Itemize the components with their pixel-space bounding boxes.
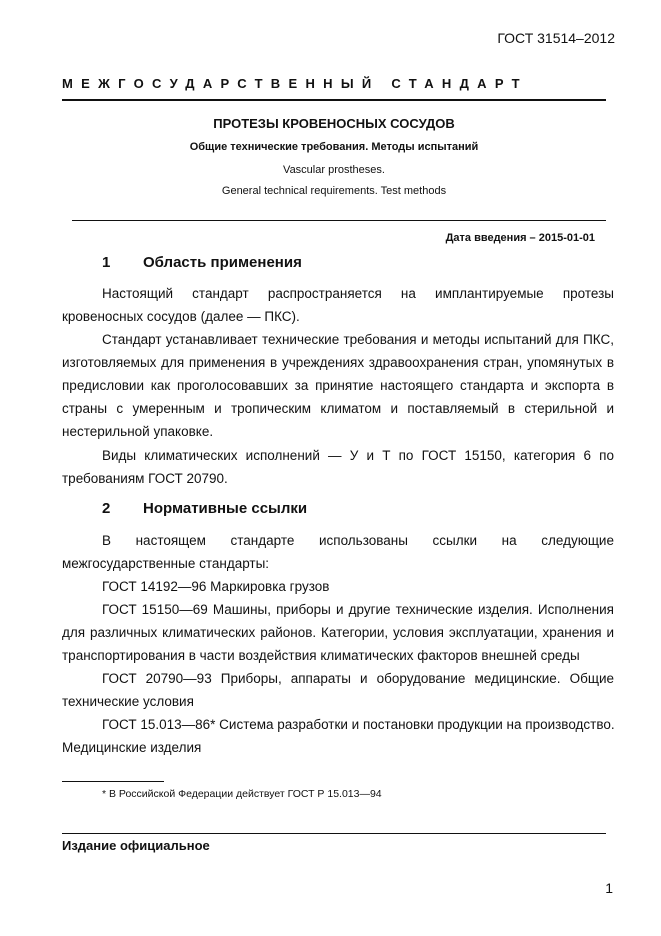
banner-rule [62, 99, 606, 101]
section-1-number: 1 [102, 254, 111, 271]
paragraph-line: В настоящем стандарте использованы ссылки на следующие [102, 533, 614, 548]
document-title: ПРОТЕЗЫ КРОВЕНОСНЫХ СОСУДОВ [213, 116, 455, 131]
document-subtitle: Общие технические требования. Методы испытаний [189, 141, 479, 153]
reference-line: транспортирования в части воздействия климатических факторов внешней среды [62, 648, 580, 663]
title-rule [72, 220, 606, 221]
paragraph-line: кровеносных сосудов (далее — ПКС). [62, 309, 300, 324]
section-2-title: Нормативные ссылки [143, 500, 308, 517]
reference-line: ГОСТ 15150—69 Машины, приборы и другие технические изделия. Исполнения [102, 602, 614, 617]
footnote-rule [62, 781, 164, 782]
paragraph-line: предисловии как проголосовавших за принятие настоящего стандарта и экспорта в [62, 378, 614, 393]
reference-line: Медицинские изделия [62, 740, 202, 755]
paragraph-line: межгосударственные стандарты: [62, 556, 270, 571]
paragraph-line: Виды климатических исполнений — У и Т по ГОСТ 15150, категория 6 по [102, 448, 614, 463]
footnote: * В Российской Федерации действует ГОСТ Р 15.013—94 [102, 788, 382, 800]
paragraph-line: страны с умеренным и тропическим климатом и поставляемый в стерильной и [62, 401, 614, 416]
reference-line: ГОСТ 15.013—86* Система разработки и постановки продукции на производство. [102, 717, 615, 732]
english-title: Vascular prostheses. [283, 164, 385, 176]
official-edition-label: Издание официальное [62, 838, 210, 853]
paragraph-line: нестерильной упаковке. [62, 424, 214, 439]
reference-line: для различных климатических районов. Категории, условия эксплуатации, хранения и [62, 625, 614, 640]
section-1-title: Область применения [143, 254, 302, 271]
paragraph-line: требованиям ГОСТ 20790. [62, 471, 228, 486]
reference-line: ГОСТ 20790—93 Приборы, аппараты и оборудование медицинские. Общие [102, 671, 614, 686]
paragraph-line: Настоящий стандарт распространяется на имплантируемые протезы [102, 286, 614, 301]
intro-date: Дата введения – 2015-01-01 [445, 232, 595, 244]
english-subtitle: General technical requirements. Test methods [221, 185, 447, 197]
standard-banner: МЕЖГОСУДАРСТВЕННЫЙ СТАНДАРТ [62, 76, 528, 91]
footer-rule [62, 833, 606, 834]
document-code: ГОСТ 31514–2012 [497, 30, 615, 46]
reference-line: технические условия [62, 694, 194, 709]
page-number: 1 [605, 880, 613, 896]
section-2-number: 2 [102, 500, 111, 517]
paragraph-line: Стандарт устанавливает технические требования и методы испытаний для ПКС, [102, 332, 614, 347]
paragraph-line: изготовляемых для применения в учреждениях здравоохранения стран, упомянутых в [62, 355, 614, 370]
reference-line: ГОСТ 14192—96 Маркировка грузов [102, 579, 330, 594]
